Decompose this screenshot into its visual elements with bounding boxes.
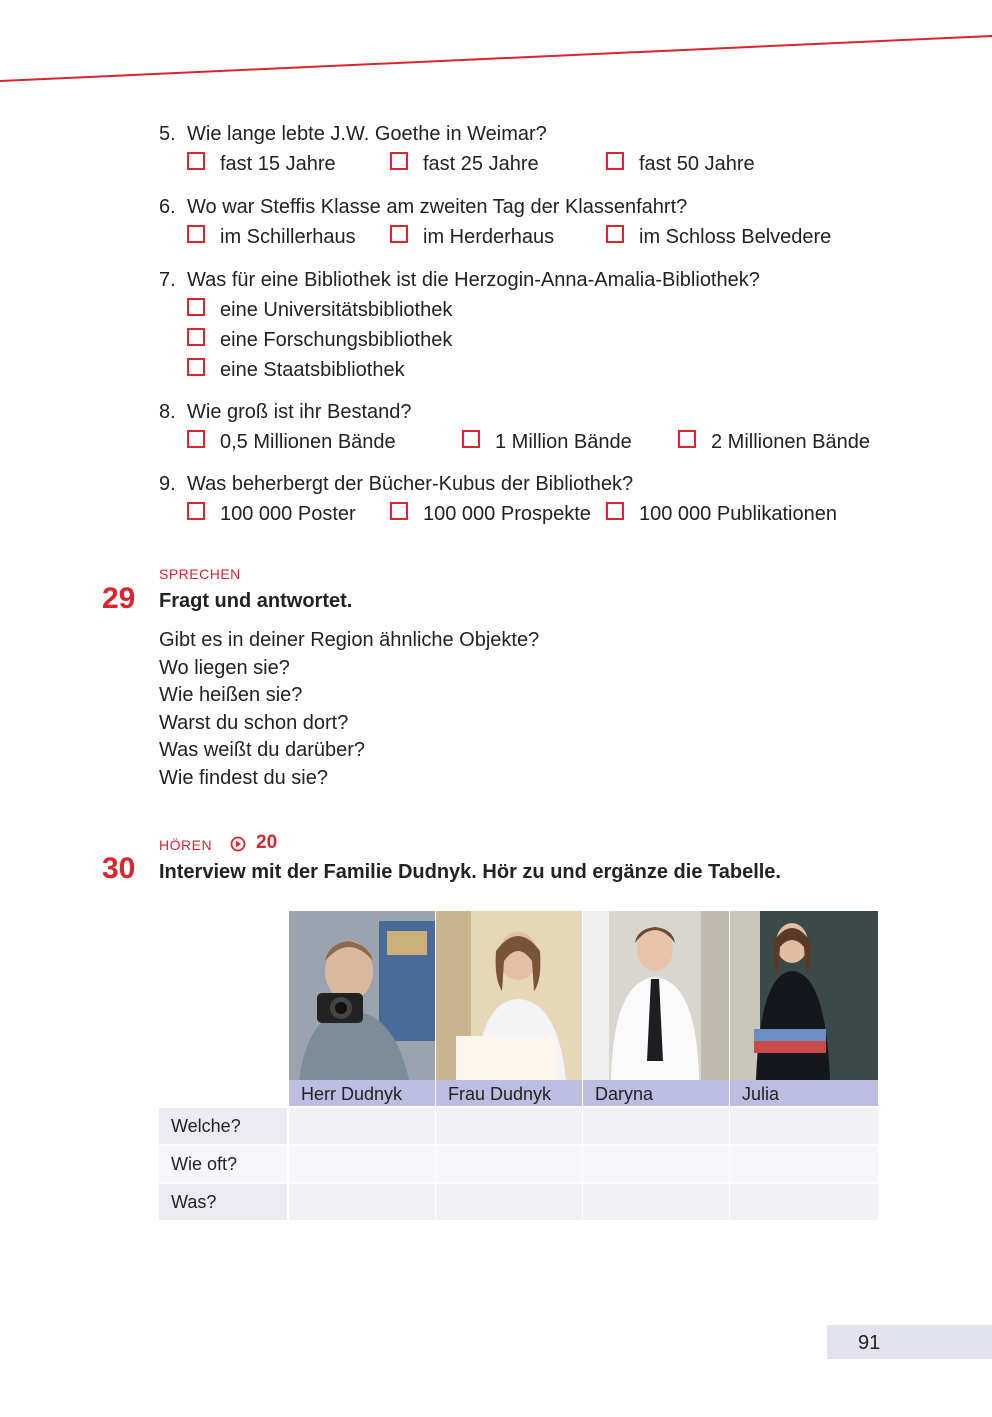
table-cell[interactable] — [583, 1108, 729, 1144]
ex29-line: Wie heißen sie? — [159, 684, 303, 706]
ex29-line: Warst du schon dort? — [159, 712, 349, 734]
table-cell[interactable] — [436, 1184, 582, 1220]
ex29-line: Wo liegen sie? — [159, 657, 290, 679]
audio-play-icon[interactable] — [230, 836, 246, 852]
question-7 — [159, 268, 760, 292]
table-cell[interactable] — [730, 1184, 878, 1220]
table-cell[interactable] — [730, 1108, 878, 1144]
question-number: 6. — [159, 196, 176, 218]
table-row-label: Wie oft? — [159, 1146, 287, 1182]
checkbox[interactable] — [187, 358, 205, 376]
exercise-number-30: 30 — [102, 852, 136, 885]
table-row-label: Was? — [159, 1184, 287, 1220]
checkbox[interactable] — [187, 430, 205, 448]
table-cell[interactable] — [583, 1184, 729, 1220]
checkbox[interactable] — [606, 152, 624, 170]
ex29-line: Gibt es in deiner Region ähnliche Objekte? — [159, 629, 540, 651]
question-number: 5. — [159, 123, 176, 145]
exercise-title-30: Interview mit der Familie Dudnyk. Hör zu und ergänze die Tabelle. — [159, 861, 781, 883]
exercise-number-29: 29 — [102, 582, 136, 615]
checkbox[interactable] — [390, 225, 408, 243]
page-number-box — [827, 1325, 992, 1359]
photo-daryna — [583, 911, 729, 1080]
checkbox[interactable] — [187, 298, 205, 316]
checkbox[interactable] — [187, 502, 205, 520]
table-cell[interactable] — [436, 1146, 582, 1182]
table-cell[interactable] — [436, 1108, 582, 1144]
checkbox[interactable] — [678, 430, 696, 448]
ex29-line: Was weißt du darüber? — [159, 739, 366, 761]
question-text: Was für eine Bibliothek ist die Herzogin-Anna-Amalia-Bibliothek? — [187, 269, 760, 291]
photo-frau-dudnyk — [436, 911, 582, 1080]
checkbox[interactable] — [606, 225, 624, 243]
table-column-header: Herr Dudnyk — [289, 1080, 435, 1106]
question-6 — [159, 195, 687, 219]
exercise-title-29: Fragt und antwortet. — [159, 590, 353, 612]
checkbox[interactable] — [187, 328, 205, 346]
checkbox[interactable] — [390, 502, 408, 520]
question-5 — [159, 122, 547, 146]
page-number: 91 — [858, 1332, 881, 1354]
top-rule-line — [0, 0, 992, 90]
table-cell[interactable] — [730, 1146, 878, 1182]
question-8 — [159, 400, 412, 424]
question-number: 7. — [159, 269, 176, 291]
question-9 — [159, 472, 633, 496]
checkbox[interactable] — [606, 502, 624, 520]
audio-track-number: 20 — [256, 832, 278, 853]
checkbox[interactable] — [390, 152, 408, 170]
checkbox[interactable] — [187, 225, 205, 243]
table-column-header: Daryna — [583, 1080, 729, 1106]
checkbox[interactable] — [462, 430, 480, 448]
table-column-header: Frau Dudnyk — [436, 1080, 582, 1106]
table-column-header: Julia — [730, 1080, 878, 1106]
question-number: 8. — [159, 401, 176, 423]
section-tag-sprechen: SPRECHEN — [159, 566, 241, 582]
question-text: Wo war Steffis Klasse am zweiten Tag der Klassenfahrt? — [187, 196, 688, 218]
photo-herr-dudnyk — [289, 911, 435, 1080]
table-cell[interactable] — [289, 1146, 435, 1182]
table-cell[interactable] — [289, 1108, 435, 1144]
question-text: Was beherbergt der Bücher-Kubus der Bibliothek? — [187, 473, 634, 495]
question-text: Wie groß ist ihr Bestand? — [187, 401, 412, 423]
photo-julia — [730, 911, 878, 1080]
section-tag-hoeren: HÖREN — [159, 837, 213, 853]
question-number: 9. — [159, 473, 176, 495]
table-row-label: Welche? — [159, 1108, 287, 1144]
table-cell[interactable] — [289, 1184, 435, 1220]
checkbox[interactable] — [187, 152, 205, 170]
question-text: Wie lange lebte J.W. Goethe in Weimar? — [187, 123, 547, 145]
table-cell[interactable] — [583, 1146, 729, 1182]
ex29-line: Wie findest du sie? — [159, 767, 328, 789]
